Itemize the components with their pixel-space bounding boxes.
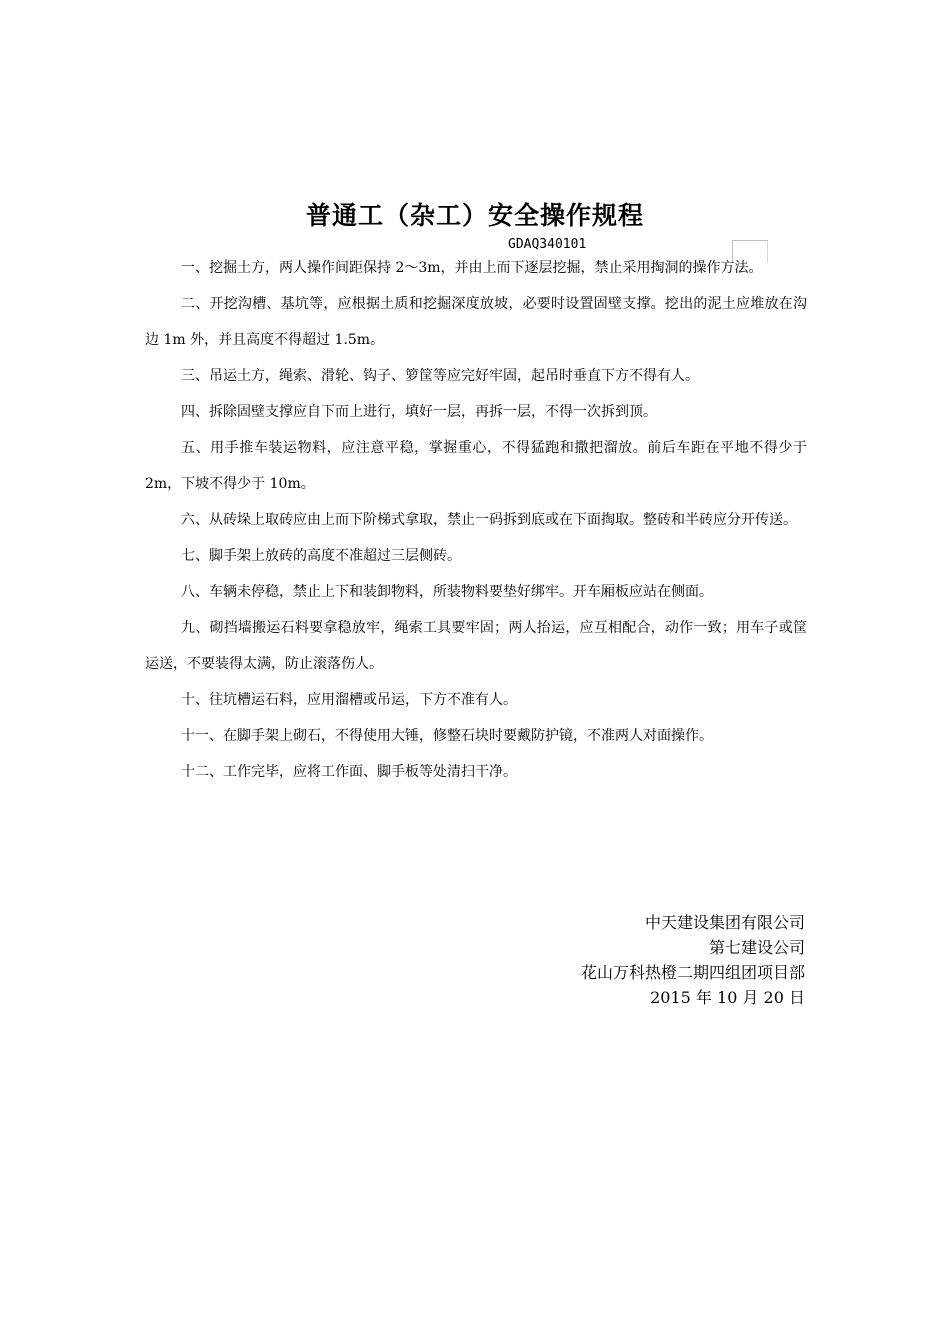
- regulation-body: [145, 250, 807, 790]
- regulation-item-5: 五、用手推车装运物料，应注意平稳，掌握重心，不得猛跑和撒把溜放。前后车距在平地不得少于 2m，下坡不得少于 10m。: [145, 440, 807, 492]
- signature-block: [581, 910, 805, 1010]
- signature-branch: 第七建设公司: [708, 938, 805, 957]
- regulation-item-2: 二、开挖沟槽、基坑等，应根据土质和挖掘深度放坡，必要时设置固壁支撑。挖出的泥土应堆放在沟边 1m 外，并且高度不得超过 1.5m。: [145, 296, 807, 348]
- regulation-item-11: 十一、在脚手架上砌石，不得使用大锤，修整石块时要戴防护镜，不准两人对面操作。: [181, 728, 713, 744]
- regulation-item-1: 一、挖掘土方，两人操作间距保持 2～3m，并由上而下逐层挖掘，禁止采用掏洞的操作方法。: [181, 260, 763, 276]
- regulation-item-12: 十二、工作完毕，应将工作面、脚手板等处清扫干净。: [181, 764, 517, 780]
- document-code: GDAQ340101: [508, 237, 587, 252]
- signature-company: 中天建设集团有限公司: [644, 913, 805, 932]
- regulation-item-7: 七、脚手架上放砖的高度不准超过三层侧砖。: [181, 548, 461, 564]
- signature-date: 2015 年 10 月 20 日: [650, 988, 805, 1007]
- regulation-item-10: 十、往坑槽运石料，应用溜槽或吊运，下方不准有人。: [181, 692, 517, 708]
- regulation-item-6: 六、从砖垛上取砖应由上而下阶梯式拿取，禁止一码拆到底或在下面掏取。整砖和半砖应分开传送。: [181, 512, 797, 528]
- regulation-item-3: 三、吊运土方，绳索、滑轮、钩子、箩筐等应完好牢固，起吊时垂直下方不得有人。: [181, 368, 699, 384]
- regulation-item-9: 九、砌挡墙搬运石料要拿稳放牢，绳索工具要牢固；两人抬运，应互相配合，动作一致；用车子或筐运送，不要装得太满，防止滚落伤人。: [145, 620, 807, 672]
- signature-project: 花山万科热橙二期四组团项目部: [580, 963, 805, 982]
- regulation-item-8: 八、车辆未停稳，禁止上下和装卸物料，所装物料要垫好绑牢。开车厢板应站在侧面。: [181, 584, 713, 600]
- regulation-item-4: 四、拆除固壁支撑应自下而上进行，填好一层，再拆一层，不得一次拆到顶。: [181, 404, 657, 420]
- document-title: 普通工（杂工）安全操作规程: [305, 201, 644, 230]
